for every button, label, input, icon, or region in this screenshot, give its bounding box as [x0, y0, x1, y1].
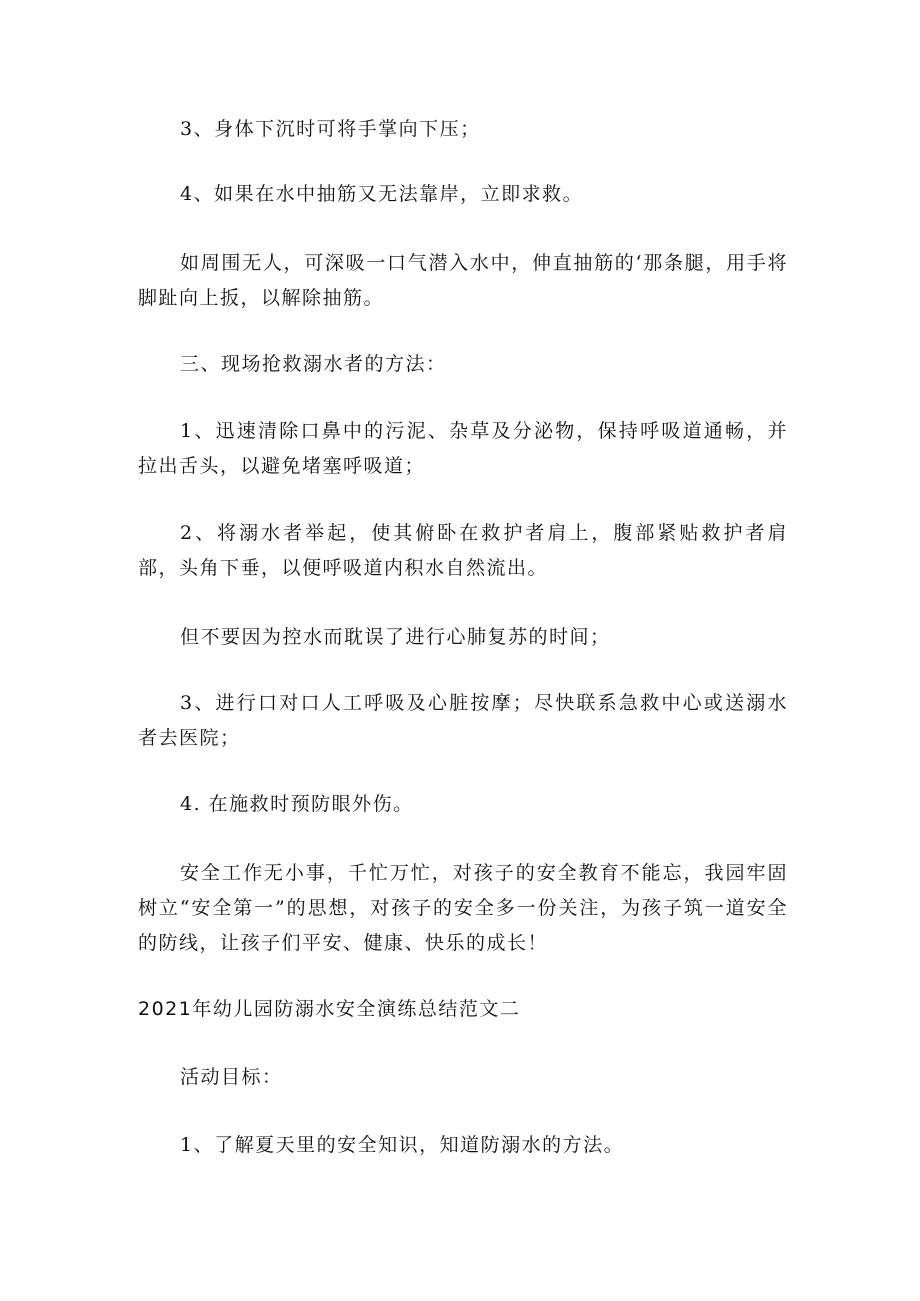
paragraph: 4、如果在水中抽筋又无法靠岸，立即求救。	[180, 183, 584, 205]
paragraph: 3、进行口对口人工呼吸及心脏按摩；尽快联系急救中心或送溺水者去医院；	[138, 692, 788, 749]
paragraph: 三、现场抢救溺水者的方法：	[180, 353, 447, 375]
paragraph: 但不要因为控水而耽误了进行心肺复苏的时间；	[180, 626, 611, 648]
paragraph: 3、身体下沉时可将手掌向下压；	[180, 118, 481, 140]
paragraph: 4. 在施救时预防眼外伤。	[180, 793, 414, 815]
paragraph: 1、迅速清除口鼻中的污泥、杂草及分泌物，保持呼吸道通畅，并拉出舌头，以避免堵塞呼吸道；	[138, 420, 788, 477]
paragraph: 1、了解夏天里的安全知识，知道防溺水的方法。	[180, 1134, 625, 1156]
paragraph: 2、将溺水者举起，使其俯卧在救护者肩上，腹部紧贴救护者肩部，头角下垂，以便呼吸道内积水自然流出。	[138, 522, 788, 579]
section-title: 2021年幼儿园防溺水安全演练总结范文二	[138, 998, 521, 1020]
paragraph: 活动目标：	[180, 1066, 283, 1088]
paragraph: 如周围无人，可深吸一口气潜入水中，伸直抽筋的‘那条腿，用手将脚趾向上扳，以解除抽筋。	[138, 252, 788, 309]
paragraph: 安全工作无小事，千忙万忙，对孩子的安全教育不能忘，我园牢固树立“安全第一”的思想，对孩子的安全多一份关注，为孩子筑一道安全的防线，让孩子们平安、健康、快乐的成长！	[138, 862, 788, 954]
